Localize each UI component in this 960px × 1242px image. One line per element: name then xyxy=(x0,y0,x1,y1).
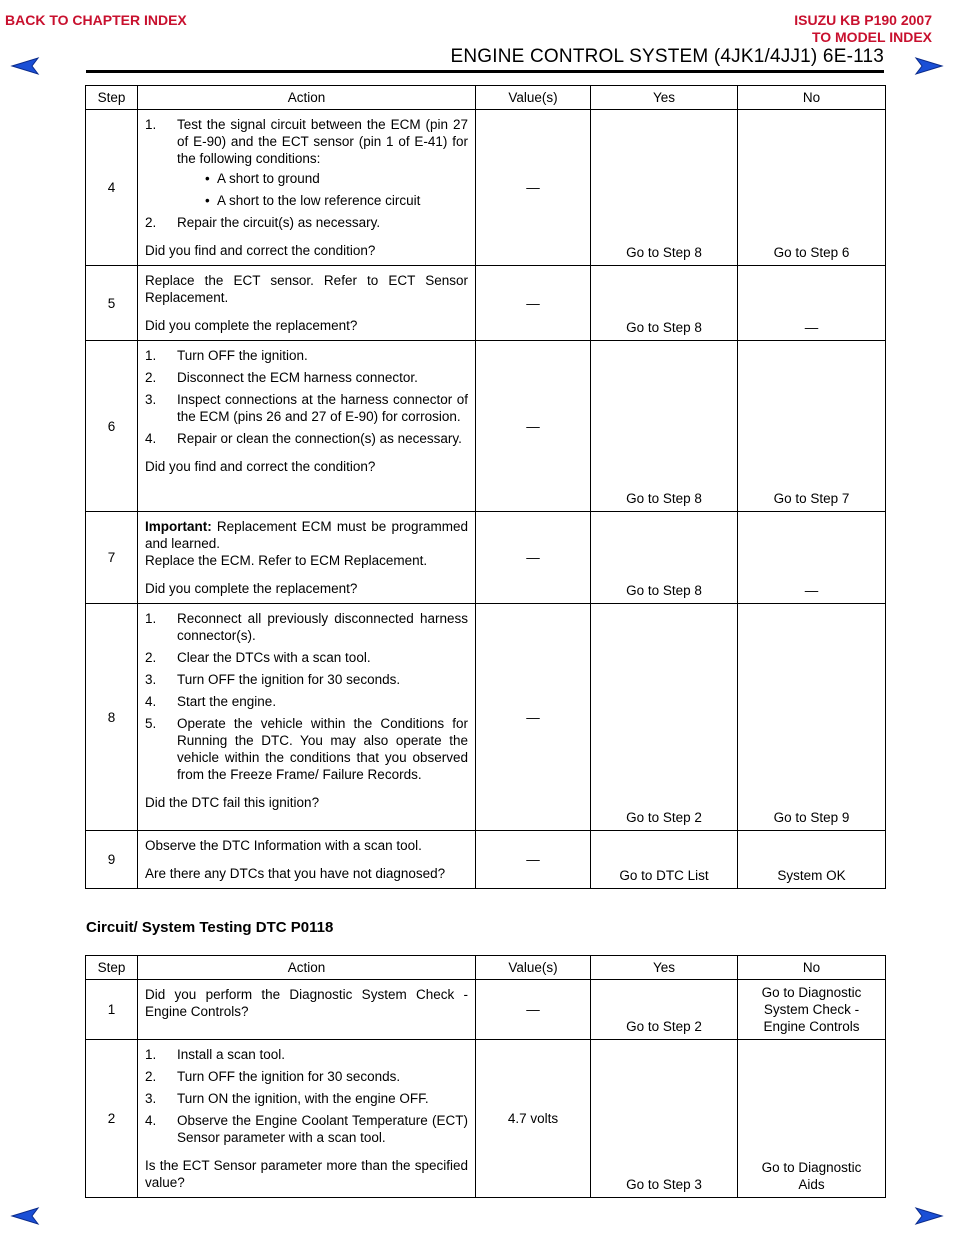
yes-link[interactable]: Go to Step 8 xyxy=(591,110,738,266)
col-values: Value(s) xyxy=(476,86,591,110)
action-item: 4. Observe the Engine Coolant Temperature (ECT) Sensor parameter with a scan tool. xyxy=(145,1113,468,1145)
col-values: Value(s) xyxy=(476,956,591,980)
action-text: Replace the ECT sensor. Refer to ECT Sensor Replacement. xyxy=(145,273,468,305)
col-no: No xyxy=(738,956,886,980)
no-link: — xyxy=(738,512,886,604)
action-item: 5. Operate the vehicle within the Conditions for Running the DTC. You may also operate the vehicle within the conditions that you observed from the Freeze Frame/ Failure Records. xyxy=(145,716,468,782)
action-cell xyxy=(138,831,476,889)
action-item: 1. Reconnect all previously disconnected harness connector(s). xyxy=(145,611,468,643)
table-header-row xyxy=(86,956,886,980)
no-link[interactable]: Go to Step 6 xyxy=(738,110,886,266)
value-cell: — xyxy=(476,980,591,1040)
header-rule xyxy=(86,70,884,73)
yes-link[interactable]: Go to Step 3 xyxy=(591,1040,738,1198)
action-cell xyxy=(138,341,476,512)
step-number: 8 xyxy=(86,604,138,831)
no-link[interactable]: Go to Diagnostic System Check - Engine Controls xyxy=(738,980,886,1040)
question-text: Did the DTC fail this ignition? xyxy=(145,795,320,810)
col-action: Action xyxy=(138,86,476,110)
bullet-item: • A short to the low reference circuit xyxy=(205,193,421,208)
table-row xyxy=(86,980,886,1040)
value-cell: — xyxy=(476,341,591,512)
action-item: 3. Turn OFF the ignition for 30 seconds. xyxy=(145,672,401,687)
table-row xyxy=(86,831,886,889)
step-number: 9 xyxy=(86,831,138,889)
table-header-row xyxy=(86,86,886,110)
yes-link[interactable]: Go to Step 2 xyxy=(591,604,738,831)
question-text: Did you complete the replacement? xyxy=(145,581,358,596)
action-item: 2. Turn OFF the ignition for 30 seconds. xyxy=(145,1069,401,1084)
no-link[interactable]: Go to Step 7 xyxy=(738,341,886,512)
arrow-left-icon[interactable] xyxy=(10,1205,44,1227)
table-row xyxy=(86,341,886,512)
procedure-table-2 xyxy=(85,955,886,1198)
col-yes: Yes xyxy=(591,956,738,980)
col-step: Step xyxy=(86,86,138,110)
page-header-title: ENGINE CONTROL SYSTEM (4JK1/4JJ1) 6E-113 xyxy=(450,46,884,67)
value-cell: — xyxy=(476,266,591,341)
action-cell xyxy=(138,980,476,1040)
col-action: Action xyxy=(138,956,476,980)
question-text: Did you find and correct the condition? xyxy=(145,243,376,258)
action-item: 2. Disconnect the ECM harness connector. xyxy=(145,370,418,385)
table-row xyxy=(86,266,886,341)
action-item: 3. Turn ON the ignition, with the engine OFF. xyxy=(145,1091,429,1106)
action-text: Replace the ECM. Refer to ECM Replacement. xyxy=(145,553,428,568)
action-cell xyxy=(138,604,476,831)
value-cell: — xyxy=(476,604,591,831)
step-number: 6 xyxy=(86,341,138,512)
yes-link[interactable]: Go to DTC List xyxy=(591,831,738,889)
value-cell: — xyxy=(476,831,591,889)
table-row xyxy=(86,110,886,266)
col-step: Step xyxy=(86,956,138,980)
model-title-link[interactable]: ISUZU KB P190 2007 xyxy=(794,12,932,28)
value-cell: 4.7 volts xyxy=(476,1040,591,1198)
action-cell xyxy=(138,110,476,266)
action-item: 2. Clear the DTCs with a scan tool. xyxy=(145,650,371,665)
action-cell xyxy=(138,512,476,604)
action-item: 1. Install a scan tool. xyxy=(145,1047,286,1062)
section-title: Circuit/ System Testing DTC P0118 xyxy=(86,919,334,936)
arrow-right-icon[interactable] xyxy=(910,1205,944,1227)
action-item: 3. Inspect connections at the harness connector of the ECM (pins 26 and 27 of E-90) for corrosion. xyxy=(145,392,468,424)
step-number: 7 xyxy=(86,512,138,604)
question-text: Did you complete the replacement? xyxy=(145,318,358,333)
action-text: Observe the DTC Information with a scan tool. xyxy=(145,838,422,853)
arrow-left-icon[interactable] xyxy=(10,55,44,77)
action-item: 4. Start the engine. xyxy=(145,694,277,709)
no-link[interactable]: Go to Step 9 xyxy=(738,604,886,831)
value-cell: — xyxy=(476,512,591,604)
yes-link[interactable]: Go to Step 2 xyxy=(591,980,738,1040)
step-number: 4 xyxy=(86,110,138,266)
step-number: 1 xyxy=(86,980,138,1040)
action-text: Did you perform the Diagnostic System Check - Engine Controls? xyxy=(145,987,468,1019)
back-to-chapter-link[interactable]: BACK TO CHAPTER INDEX xyxy=(5,12,187,28)
step-number: 2 xyxy=(86,1040,138,1198)
action-item: 1. Test the signal circuit between the ECM (pin 27 of E-90) and the ECT sensor (pin 1 of E-41) for the following conditions: • A short to ground • A short to the low reference circuit xyxy=(145,117,468,208)
no-link: — xyxy=(738,266,886,341)
table-row xyxy=(86,1040,886,1198)
to-model-index-link[interactable]: TO MODEL INDEX xyxy=(811,29,932,45)
no-status: System OK xyxy=(738,831,886,889)
action-item: 2. Repair the circuit(s) as necessary. xyxy=(145,215,381,230)
important-note: Important: Replacement ECM must be programmed and learned. xyxy=(145,519,468,551)
no-link[interactable]: Go to Diagnostic Aids xyxy=(738,1040,886,1198)
action-cell xyxy=(138,1040,476,1198)
value-cell: — xyxy=(476,110,591,266)
table-row xyxy=(86,604,886,831)
col-no: No xyxy=(738,86,886,110)
bullet-item: • A short to ground xyxy=(205,171,320,186)
action-item: 1. Turn OFF the ignition. xyxy=(145,348,308,363)
arrow-right-icon[interactable] xyxy=(910,55,944,77)
procedure-table-1 xyxy=(85,85,886,889)
action-item: 4. Repair or clean the connection(s) as necessary. xyxy=(145,431,462,446)
action-cell xyxy=(138,266,476,341)
col-yes: Yes xyxy=(591,86,738,110)
step-number: 5 xyxy=(86,266,138,341)
yes-link[interactable]: Go to Step 8 xyxy=(591,266,738,341)
question-text: Are there any DTCs that you have not diagnosed? xyxy=(145,866,446,881)
yes-link[interactable]: Go to Step 8 xyxy=(591,341,738,512)
question-text: Did you find and correct the condition? xyxy=(145,459,376,474)
table-row xyxy=(86,512,886,604)
important-label: Important: xyxy=(145,519,212,534)
question-text: Is the ECT Sensor parameter more than the specified value? xyxy=(145,1158,468,1190)
yes-link[interactable]: Go to Step 8 xyxy=(591,512,738,604)
